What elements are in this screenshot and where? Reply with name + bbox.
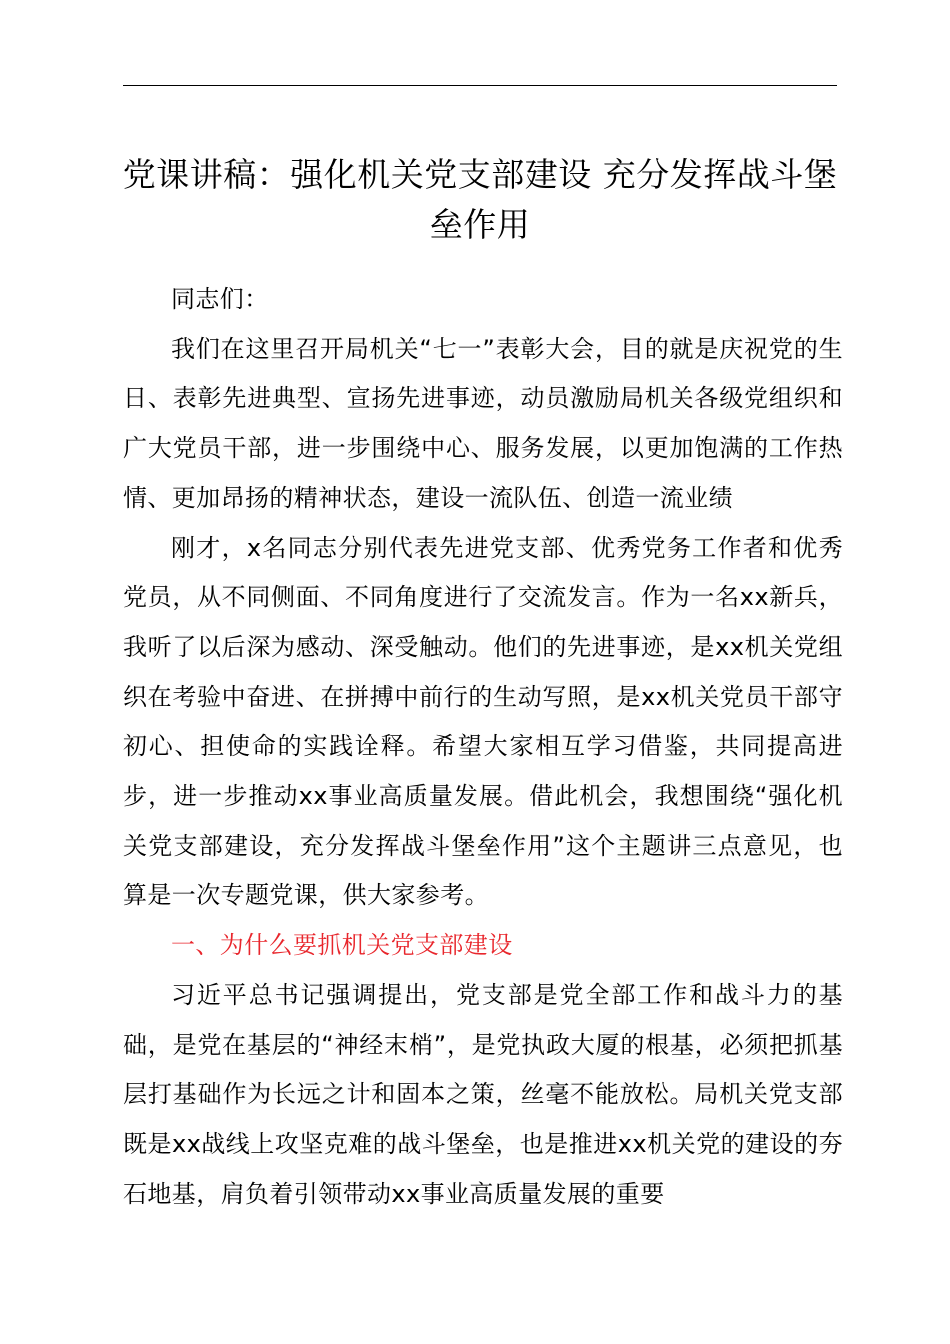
section-heading: 一、为什么要抓机关党支部建设	[171, 931, 513, 960]
section-paragraph: 习近平总书记强调提出，党支部是党全部工作和战斗力的基础，是党在基层的“神经末梢”，是党执政大厦的根基，必须把抓基层打基础作为长远之计和固本之策，丝毫不能放松。局机关党支部既是xx战线上攻坚克难的战斗堡垒，也是推进xx机关党的建设的夯石地基，肩负着引领带动xx事业高质量发展的重要	[123, 980, 843, 1208]
body-paragraph: 我们在这里召开局机关“七一”表彰大会，目的就是庆祝党的生日、表彰先进典型、宣扬先进事迹，动员激励局机关各级党组织和广大党员干部，进一步围绕中心、服务发展，以更加饱满的工作热情、更加昂扬的精神状态，建设一流队伍、创造一流业绩	[123, 334, 843, 512]
salutation: 同志们：	[171, 285, 269, 313]
header-rule	[123, 85, 837, 86]
body-paragraph: 刚才，x名同志分别代表先进党支部、优秀党务工作者和优秀党员，从不同侧面、不同角度进行了交流发言。作为一名xx新兵，我听了以后深为感动、深受触动。他们的先进事迹，是xx机关党组织在考验中奋进、在拼搏中前行的生动写照，是xx机关党员干部守初心、担使命的实践诠释。希望大家相互学习借鉴，共同提高进步，进一步推动xx事业高质量发展。借此机会，我想围绕“强化机关党支部建设，充分发挥战斗堡垒作用”这个主题讲三点意见，也算是一次专题党课，供大家参考。	[123, 533, 843, 910]
document-title: 党课讲稿：强化机关党支部建设 充分发挥战斗堡垒作用	[122, 155, 838, 244]
document-body	[123, 275, 843, 1219]
